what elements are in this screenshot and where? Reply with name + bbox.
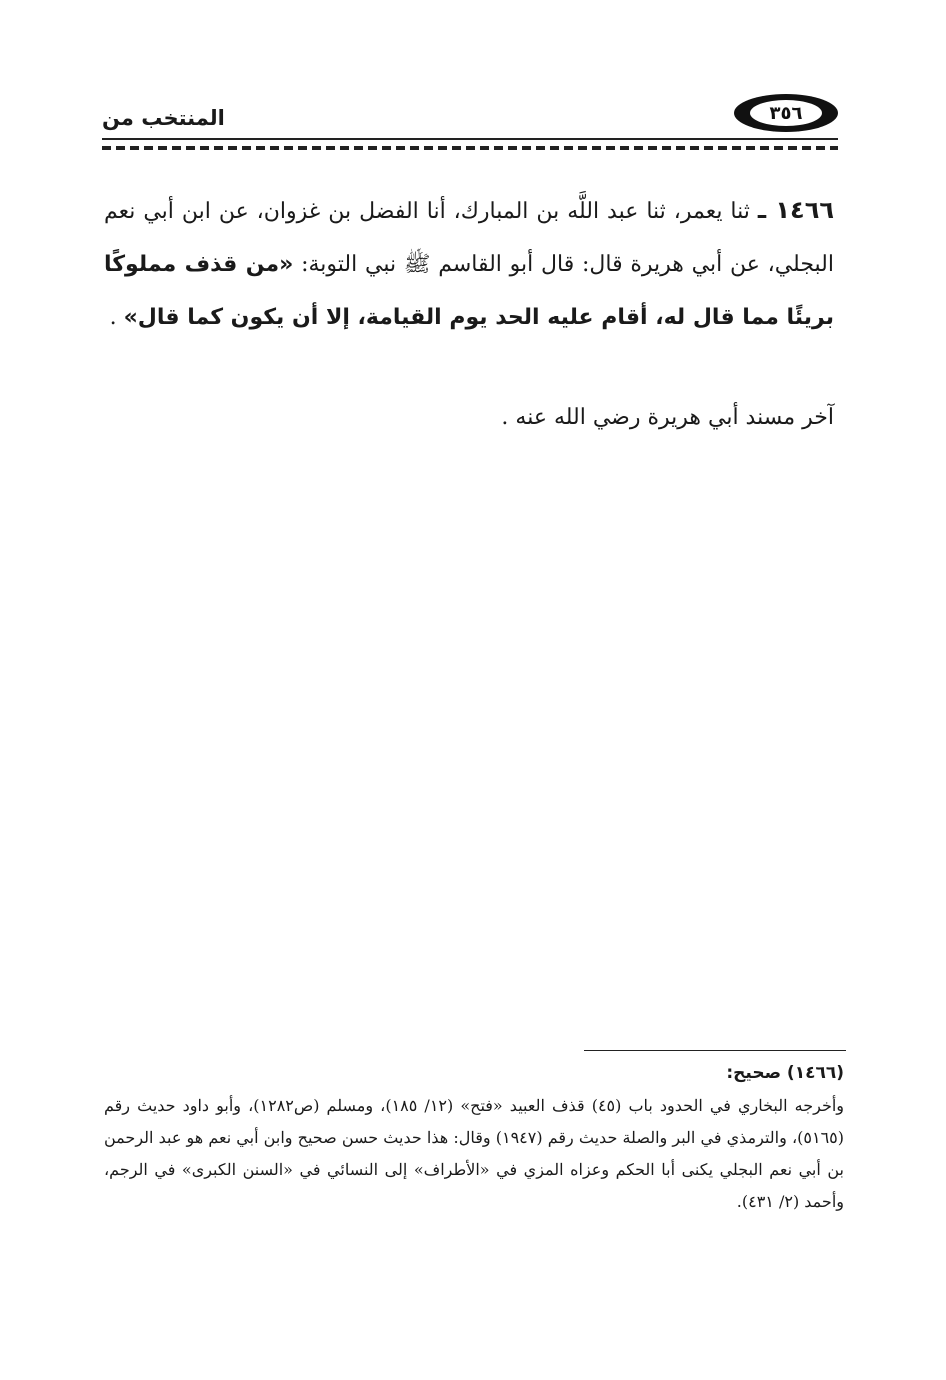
footnote [104,1056,844,1218]
header-rule [102,138,838,140]
footnote-heading: (١٤٦٦) صحيح: [726,1063,844,1083]
hadith-end: . [109,305,124,330]
page-number: ٣٥٦ [750,100,822,126]
hadith-paragraph [104,184,834,344]
hadith-number: ١٤٦٦ ـ [757,196,834,224]
book-title: المنتخب من [102,106,225,130]
closing-line: آخر مسند أبي هريرة رضي الله عنه . [501,405,834,430]
header-dashed-rule [102,146,838,150]
hadith-quote: «من قذف مملوكًا بريئًا مما قال له، أقام عليه الحد يوم القيامة، إلا أن يكون كما قال» [104,252,834,330]
footnote-body: وأخرجه البخاري في الحدود باب (٤٥) قذف العبيد «فتح» (١٢/ ١٨٥)، ومسلم (ص١٢٨٢)، وأبو داود حديث رقم (٥١٦٥)، والترمذي في البر والصلة حديث رقم (١٩٤٧) وقال: هذا حديث حسن صحيح وابن أبي نعم هو عبد الرحمن بن أبي نعم البجلي يكنى أبا الحكم وعزاه المزي في «الأطراف» إلى النسائي في «السنن الكبرى» في الرجم، وأحمد (٢/ ٤٣١). [104,1096,845,1211]
hadith-chain: ثنا يعمر، ثنا عبد اللَّه بن المبارك، أنا الفضل بن غزوان، عن ابن أبي نعم البجلي، عن أبي هريرة قال: قال أبو القاسم ﷺ نبي التوبة: [104,199,834,277]
footnote-rule [584,1050,846,1051]
page-header [102,92,838,152]
page-number-badge [734,94,838,132]
